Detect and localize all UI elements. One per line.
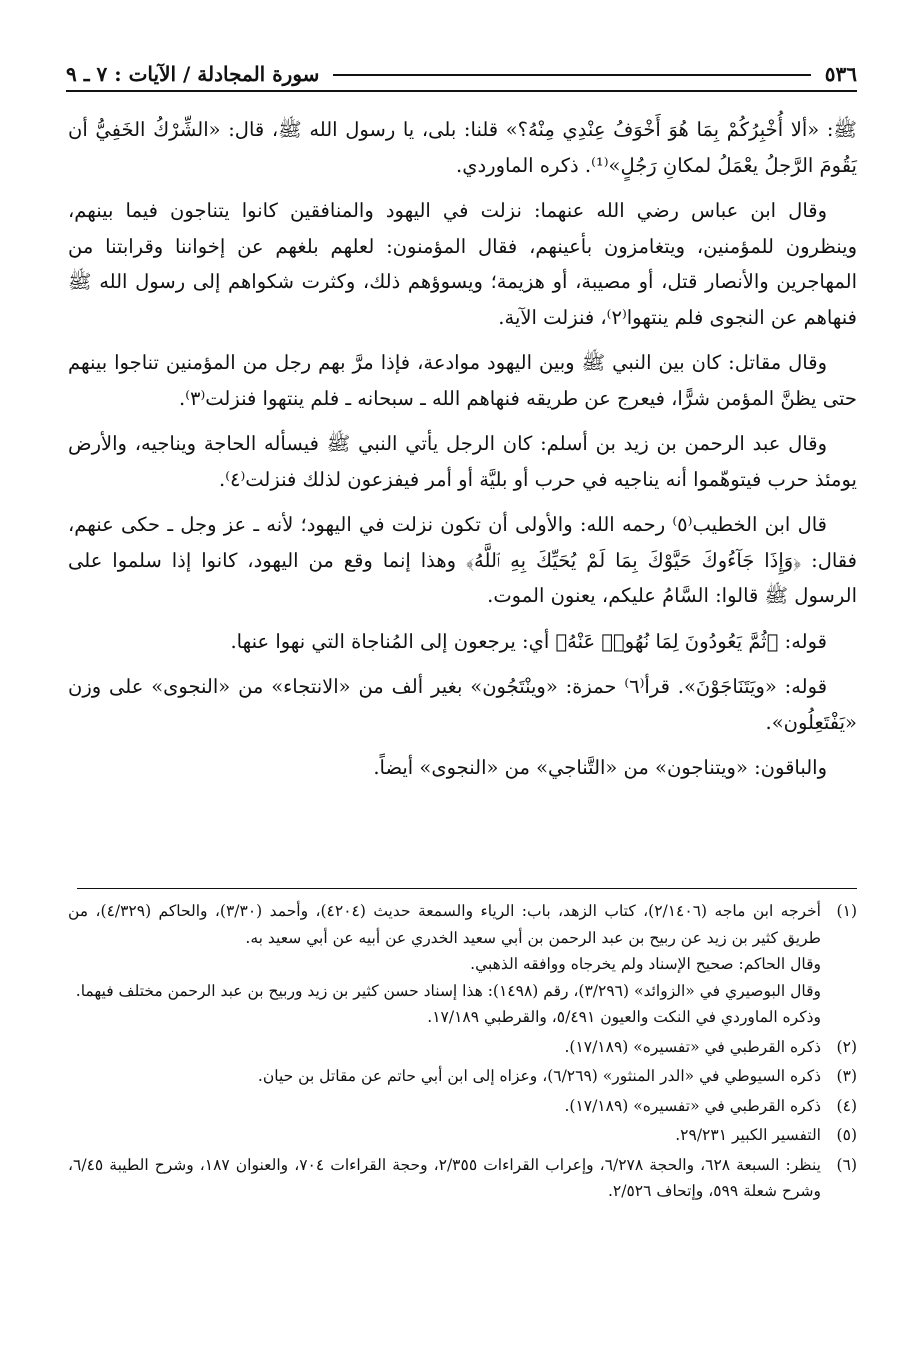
- footnote-line: التفسير الكبير ٢٩/٢٣١.: [675, 1126, 821, 1144]
- header-rule: [333, 74, 810, 76]
- footnote-line: أخرجه ابن ماجه (٢/١٤٠٦)، كتاب الزهد، باب: الرياء والسمعة حديث (٤٢٠٤)، وأحمد (٣/٣٠)، والحاكم (٤/٣٢٩)، من طريق كثير بن زيد عن ربيح بن عبد الرحمن بن أبي سعيد الخدري عن أبيه عن أبي سعيد به.: [68, 902, 821, 947]
- chapter-title: سورة المجادلة / الآيات : ٧ ـ ٩: [66, 62, 320, 86]
- footnote: [68, 1093, 857, 1120]
- footnote: [68, 1034, 857, 1061]
- footnotes: [68, 898, 857, 1208]
- footnote-line: وقال الحاكم: صحيح الإسناد ولم يخرجاه ووافقه الذهبي.: [470, 955, 821, 973]
- footnote-number: (٣): [836, 1067, 857, 1085]
- footnote-number: (١): [836, 902, 857, 920]
- footnote-line: ينظر: السبعة ٦٢٨، والحجة ٦/٢٧٨، وإعراب القراءات ٢/٣٥٥، وحجة القراءات ٧٠٤، والعنوان ١٨٧، وشرح الطيبة ٦/٤٥، وشرح شعلة ٥٩٩، وإتحاف ٢/٥٢٦.: [68, 1155, 821, 1200]
- paragraph: والباقون: «ويتناجون» من «التَّناجي» من «النجوى» أيضاً.: [373, 756, 827, 779]
- paragraph: وقال عبد الرحمن بن زيد بن أسلم: كان الرجل يأتي النبي ﷺ فيسأله الحاجة ويناجيه، والأرض يومئذ حرب فيتوهّموا أنه يناجيه في حرب أو بليَّة أو أمر فيفزعون لذلك فنزلت⁽٤⁾.: [68, 432, 857, 491]
- paragraph: قال ابن الخطيب⁽٥⁾ رحمه الله: والأولى أن تكون نزلت في اليهود؛ لأنه ـ عز وجل ـ حكى عنهم، فقال: ﴿وَإِذَا جَآءُوكَ حَيَّوْكَ بِمَا لَمْ يُحَيِّكَ بِهِ ٱللَّهُ﴾ وهذا إنما وقع من اليهود، كانوا إذا سلموا على الرسول ﷺ قالوا: السَّامُ عليكم، يعنون الموت.: [68, 513, 857, 607]
- paragraph: قوله: ﴿ثُمَّ يَعُودُونَ لِمَا نُهُوا۟ عَنْهُ﴾ أي: يرجعون إلى المُناجاة التي نهوا عنها.: [230, 629, 827, 653]
- paragraph: وقال ابن عباس رضي الله عنهما: نزلت في اليهود والمنافقين كانوا يتناجون فيما بينهم، وينظرون للمؤمنين، ويتغامزون بأعينهم، فقال المؤمنون: لعلهم بلغهم عن إخواننا وقرابتنا من المهاجرين والأنصار قتل، أو مصيبة، أو هزيمة؛ ويسوؤهم ذلك، وكثرت شكواهم إلى رسول الله ﷺ فنهاهم عن النجوى فلم ينتهوا⁽٢⁾، فنزلت الآية.: [68, 199, 857, 329]
- footnote: [68, 1152, 857, 1205]
- page-number: ٥٣٦: [824, 62, 857, 86]
- footnote-line: ذكره القرطبي في «تفسيره» (١٧/١٨٩).: [564, 1037, 821, 1056]
- paragraph: وقال مقاتل: كان بين النبي ﷺ وبين اليهود موادعة، فإذا مرَّ بهم رجل من المؤمنين تناجوا بينهم حتى يظنَّ المؤمن شرًّا، فيعرج عن طريقه فنهاهم الله ـ سبحانه ـ فلم ينتهوا فنزلت⁽٣⁾.: [68, 351, 857, 410]
- footnote: [68, 898, 857, 1031]
- footnote-line: ذكره القرطبي في «تفسيره» (١٧/١٨٩).: [564, 1096, 821, 1115]
- footnote-number: (٤): [836, 1096, 857, 1115]
- footnote: [68, 1122, 857, 1149]
- running-header: [66, 56, 857, 92]
- footnote-number: (٦): [836, 1155, 857, 1174]
- footnote-line: وذكره الماوردي في النكت والعيون ٥/٤٩١، والقرطبي ١٧/١٨٩.: [427, 1008, 821, 1026]
- paragraph: قوله: «ويَتَنَاجَوْنَ». قرأ⁽٦⁾ حمزة: «وينْتَجُون» بغير ألف من «الانتجاء» من «النجوى» على وزن «يَفْتَعِلُون».: [68, 675, 857, 734]
- footnote-number: (٢): [836, 1037, 857, 1056]
- footnote-line: ذكره السيوطي في «الدر المنثور» (٦/٢٦٩)، وعزاه إلى ابن أبي حاتم عن مقاتل بن حيان.: [257, 1067, 821, 1085]
- main-text: [68, 112, 857, 796]
- footnote: [68, 1063, 857, 1090]
- footnote-number: (٥): [836, 1126, 857, 1144]
- paragraph: ﷺ: «ألا أُخْبِرُكُمْ بِمَا هُوَ أَخْوَفُ عِنْدِي مِنْهُ؟» قلنا: بلى، يا رسول الله ﷺ، قال: «الشِّرْكُ الخَفِيُّ أن يَقُومَ الرَّجلُ يعْمَلُ لمكانِ رَجُلٍ»⁽¹⁾. ذكره الماوردي.: [68, 118, 857, 177]
- footnote-divider: [77, 888, 857, 889]
- footnote-line: وقال البوصيري في «الزوائد» (٣/٢٩٦)، رقم (١٤٩٨): هذا إسناد حسن كثير بن زيد وربيح بن عبد الرحمن مختلف فيهما.: [75, 981, 821, 1000]
